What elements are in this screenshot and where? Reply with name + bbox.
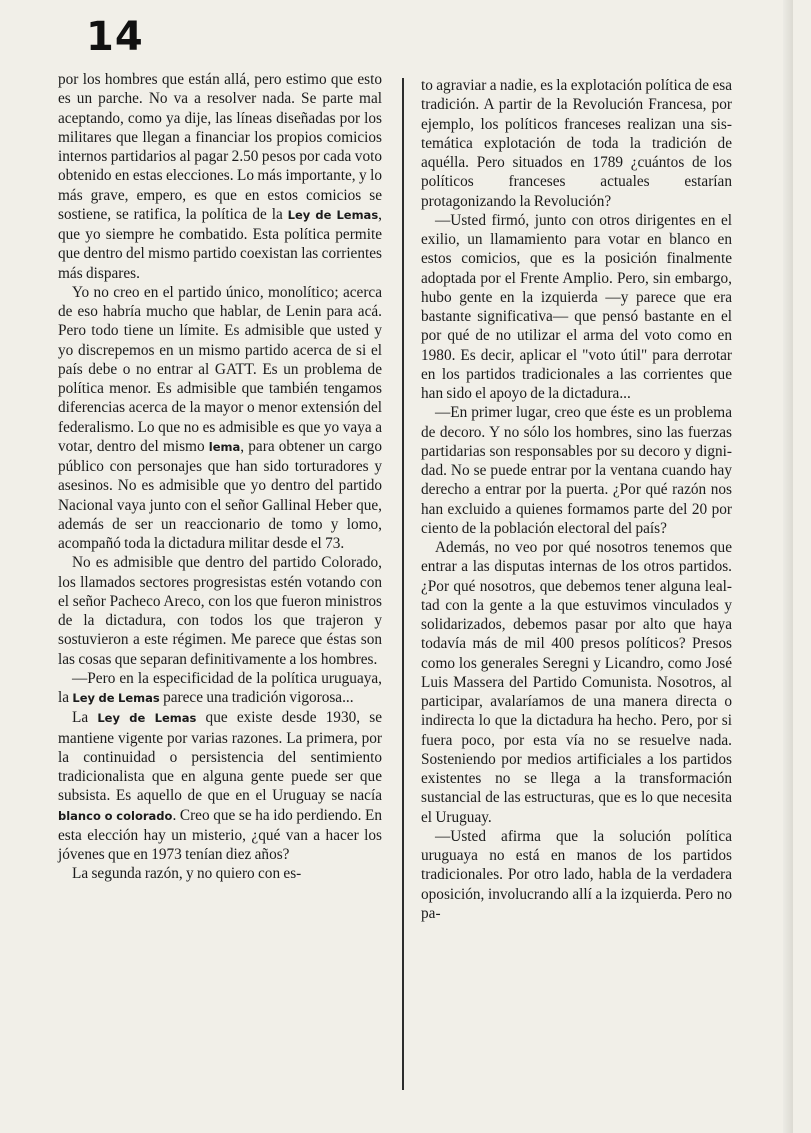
emphasis-text: lema [208,439,241,454]
paragraph [421,403,732,538]
paragraph-text: , para obtener un cargo público con personajes que han sido torturadores y asesinos. No es admisible que yo dentro del partido Nacional vaya junto con el señor Gallinal Heber que, además de ser un reaccionario de tomo y lomo, acompañó toda la dictadura militar desde el 73. [58,437,382,552]
paragraph-text: —Usted afirma que la solución política uruguaya no está en manos de los partidos tradicionales. Por otro lado, habla de la verdadera oposición, involucrando allí a la izquierda. Pero no pa- [421,827,732,922]
paragraph-text: La [72,709,98,727]
paragraph-text: —Pero en la especificidad de la política uruguaya, la [58,669,382,706]
paragraph [58,708,382,864]
paragraph [421,76,732,211]
paragraph [58,669,382,709]
paragraph-text: Además, no veo por qué nosotros tenemos que entrar a las disputas internas de los otros partidos. ¿Por qué nosotros, que debemos tener alguna lealtad con la gente a la que estuvimos vinculados y solidarizados, debemos pasar por alto que haya todavía más de mil 400 presos políticos? Presos como los generales Seregni y Licandro, como José Luis Massera del Partido Comunista. Nosotros, al participar, avalaríamos de una manera directa o indirecta lo que la dictadura ha hecho. Pero, por si fuera poco, por esta vía no se resuelve nada. Sosteniendo por medios artificiales a los partidos existentes no se llega a la transformación sustancial de las estructuras, que es lo que necesita el Uruguay. [421,539,732,826]
paragraph [58,283,382,554]
paragraph [58,553,382,669]
paragraph-text: . Creo que se ha ido perdiendo. En esta elección hay un misterio, ¿qué van a hacer los jóvenes que en 1973 tenían diez años? [58,806,383,863]
emphasis-text: blanco o colorado [58,808,173,823]
paragraph [421,827,732,923]
paragraph [58,864,382,883]
paragraph-text: por los hombres que están allá, pero estimo que esto es un parche. No va a resolver nada. Se parte mal aceptando, como ya dije, las líneas diseñadas por los militares que llegan a financiar los propios comicios internos partidarios al pagar 2.50 pesos por cada voto obtenido en estas elecciones. Lo más importante, y lo más grave, empero, es que en estos comicios se sostiene, se ratifica, la política de la [58,71,382,223]
page-edge [783,0,793,1133]
page-number: 14 [86,14,144,60]
paragraph-text: to agraviar a nadie, es la explotación política de esa tradición. A partir de la Revolución Francesa, por ejemplo, los políticos franceses realizan una sistemática explotación de toda la tradición de aquélla. Pero situados en 1789 ¿cuántos de los políticos franceses actuales estarían protagonizando la Revolución? [421,77,732,210]
paragraph [421,538,732,827]
paragraph-text: , que yo siempre he combatido. Esta política permite que dentro del mismo partido coexistan las corrientes más dispares. [58,205,382,282]
paragraph-text: parece una tradición vigorosa... [159,689,354,706]
emphasis-text: Ley de Lemas [287,207,379,222]
paragraph [58,70,382,283]
paragraph-text: Yo no creo en el partido único, monolítico; acerca de eso habría mucho que hablar, de Lenin para acá. Pero todo tiene un límite. Es admisible que usted y yo discrepemos en un mismo partido acerca de si el país debe o no entrar al GATT. Es un problema de política menor. Es admisible que también tengamos diferencias acerca de la mayor o menor extensión del federalismo. Lo que no es admisible es que yo vaya a votar, dentro del mismo [58,283,382,455]
left-column [58,70,382,884]
paragraph-text: —En primer lugar, creo que éste es un problema de decoro. Y no sólo los hombres, sino las fuerzas partidarias son responsables por su decoro y dignidad. No se puede entrar por la ventana cuando hay derecho a entrar por la puerta. ¿Por qué razón nos han excluido a quienes formamos parte del 20 por ciento de la población electoral del país? [421,404,732,537]
paragraph [421,211,732,404]
column-divider [402,78,404,1090]
right-column [421,76,732,923]
paragraph-text: —Usted firmó, junto con otros dirigentes en el exilio, un llamamiento para votar en blanco en estos comicios, que es la posición finalmente adoptada por el Frente Amplio. Pero, sin embargo, hubo gente en la izquierda —y parece que era bastante significativa— que pensó bastante en el por qué de no utilizar el arma del voto como en 1980. Es decir, aplicar el "voto útil" para derrotar en los partidos tradicionales a las corrientes que han sido el apoyo de la dictadura... [421,211,732,402]
emphasis-text: Ley de Lemas [72,691,160,705]
paragraph-text: que existe desde 1930, se mantiene vigente por varias razones. La primera, por la continuidad o persistencia del sentimiento tradicionalista que en alguna gente puede ser que subsista. Es aquello de que en el Uruguay se nacía [58,709,382,805]
emphasis-text: Ley de Lemas [97,711,197,726]
paragraph-text: La segunda razón, y no quiero con es- [72,865,302,883]
paragraph-text: No es admisible que dentro del partido Colorado, los llamados sectores progresistas estén votando con el señor Pacheco Areco, con los que fueron ministros de la dictadura, con todos los que trajeron y sostuvieron a este régimen. Me parece que éstas son las cosas que separan definitivamente a los hombres. [58,554,382,668]
